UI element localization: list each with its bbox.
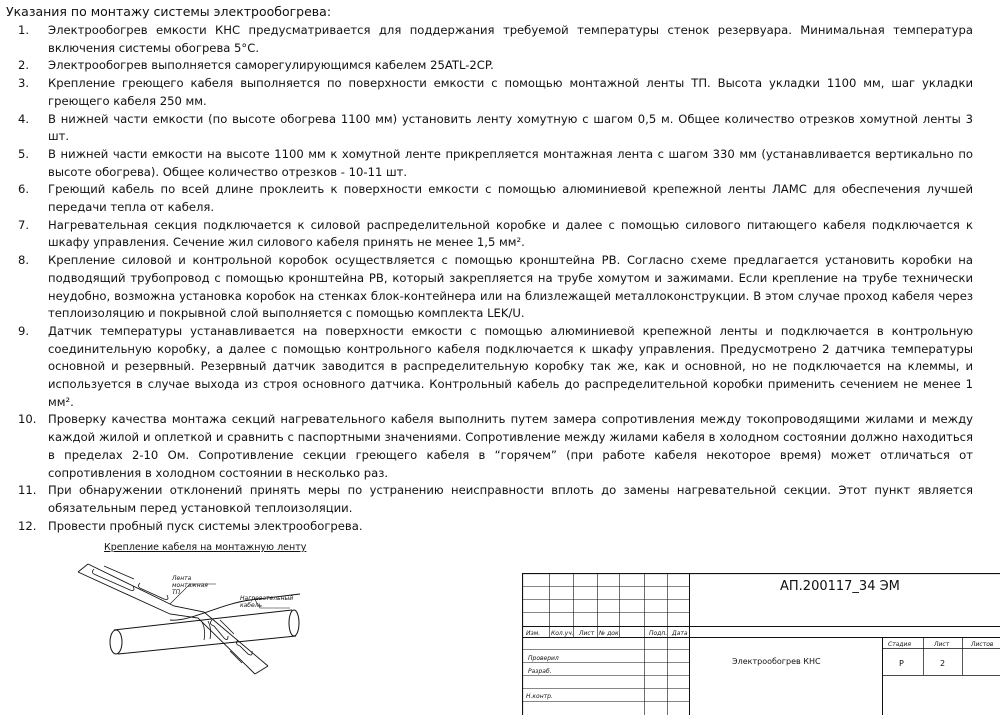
row-label-developed: Разраб. (528, 668, 552, 675)
instructions-header: Указания по монтажу системы электрообогрева: (6, 4, 332, 19)
tape-label (172, 575, 208, 596)
item-text: Нагревательная секция подключается к силовой распределительной коробке и далее с помощью силового питающего кабеля подключается к шкафу управления. Сечение жил силового кабеля принять не менее 1,5 мм². (48, 217, 973, 250)
title-block-grid (522, 573, 1000, 715)
list-item (18, 57, 973, 75)
document-code: АП.200117_34 ЭМ (780, 579, 900, 594)
list-item (18, 217, 973, 252)
figure-caption: Крепление кабеля на монтажную ленту (104, 542, 307, 553)
item-number: 3. (18, 76, 30, 91)
row-label-norm-control: Н.контр. (526, 693, 553, 700)
list-item (18, 482, 973, 517)
list-item (18, 181, 973, 216)
cable-label-line: кабель (240, 602, 263, 609)
sheet-label: Лист (934, 641, 950, 648)
item-text: Электрообогрев выполняется саморегулирующимся кабелем 25ATL-2CP. (48, 58, 494, 73)
row-label-checked: Проверил (528, 655, 559, 662)
col-header: № док. (599, 630, 621, 637)
instructions-list (18, 22, 973, 535)
list-item (18, 518, 973, 536)
list-item (18, 146, 973, 181)
item-text: Крепление греющего кабеля выполняется по поверхности емкости с помощью монтажной ленты ТП. Высота укладки 1100 мм, шаг укладки греющего кабеля 250 мм. (48, 76, 973, 108)
item-text: Греющий кабель по всей длине проклеить к поверхности емкости с помощью алюминиевой крепежной ленты ЛАМС для обеспечения лучшей передачи тепла от кабеля. (48, 182, 973, 215)
item-text: В нижней части емкости на высоте 1100 мм к хомутной ленте прикрепляется монтажная лента с шагом 330 мм (устанавливается вертикально по высоте обогрева). Общее количество отрезков - 10-11 шт. (48, 146, 973, 179)
item-number: 7. (18, 217, 30, 232)
item-number: 4. (18, 111, 30, 126)
item-text: При обнаружении отклонений принять меры по устранению неисправности вплоть до замены нагревательной секции. Этот пункт является обязательным перед установкой теплоизоляции. (48, 483, 973, 515)
item-number: 8. (18, 253, 30, 268)
item-text: Электрообогрев емкости КНС предусматривается для поддержания требуемой температуры стенок резервуара. Минимальная температура включения системы обогрева 5°С. (48, 23, 973, 55)
item-number: 9. (18, 323, 30, 338)
col-header: Подп. (649, 630, 668, 637)
pipe-shape (110, 610, 299, 654)
tape-label-line: монтажная (172, 582, 208, 589)
item-number: 1. (18, 23, 30, 37)
document-title: Электрообогрев КНС (732, 657, 821, 666)
list-item (18, 323, 973, 412)
sheet-value: 2 (940, 659, 946, 668)
item-number: 11. (18, 483, 37, 498)
item-number: 12. (18, 518, 37, 533)
list-item (18, 411, 973, 482)
item-text: Датчик температуры устанавливается на поверхности емкости с помощью алюминиевой крепежной ленты и подключается в контрольную соединительную коробку, а далее с помощью контрольного кабеля подключается к шкафу управления. Предусмотрено 2 датчика температуры основной и резервный. Резервный датчик заводится в распределительную коробку так же, как и основной, но не подключается на клеммы, и используется в случае выхода из строя основного датчика. Контрольный кабель до распределительной коробки применить сечением не менее 1 мм². (48, 323, 973, 409)
sheets-label: Листов (971, 641, 994, 648)
tape-label-line: Лента (172, 575, 192, 582)
list-item (18, 22, 973, 57)
item-number: 10. (18, 412, 37, 427)
item-text: Крепление силовой и контрольной коробок осуществляется с помощью кронштейна PB. Согласно схеме предлагается установить коробки на подводящий трубопровод с помощью кронштейна PB, который закрепляется на трубе хомутом и зажимами. Если крепление на трубе технически неудобно, возможна установка коробок на стенках блок-контейнера или на близлежащей металлоконструкции. В этом случае проход кабеля через теплоизоляцию и покрывной слой выполняется с помощью комплекта LEK/U. (48, 253, 973, 321)
item-number: 6. (18, 182, 30, 197)
item-number: 5. (18, 146, 30, 161)
list-item (18, 111, 973, 146)
list-item (18, 252, 973, 323)
item-text: Провести пробный пуск системы электрообогрева. (48, 518, 363, 533)
stage-label: Стадия (888, 641, 912, 648)
cable-label-line: Нагревательный (240, 595, 294, 602)
col-header: Лист (579, 630, 595, 637)
col-header: Дата (672, 630, 688, 637)
item-number: 2. (18, 58, 30, 73)
list-item (18, 75, 973, 110)
item-text: Проверку качества монтажа секций нагревательного кабеля выполнить путем замера сопротивления между токопроводящими жилами и между каждой жилой и оплеткой и сравнить с паспортными значениями. Сопротивление между жилами кабеля в холодном состоянии должно находиться в пределах 2-10 Ом. Сопротивление секции греющего кабеля в “горячем” (при работе кабеля некоторое время) может отличаться от сопротивления в холодном состоянии в несколько раз. (48, 412, 973, 480)
title-block (522, 573, 1000, 715)
tape-label-line: ТП (172, 589, 181, 596)
col-header: Изм. (526, 630, 541, 637)
cable-label (240, 595, 293, 609)
item-text: В нижней части емкости (по высоте обогрева 1100 мм) установить ленту хомутную с шагом 0,5 м. Общее количество отрезков хомутной ленты 3 шт. (48, 111, 973, 144)
stage-value: Р (899, 659, 904, 668)
col-header: Кол.уч. (551, 630, 574, 637)
